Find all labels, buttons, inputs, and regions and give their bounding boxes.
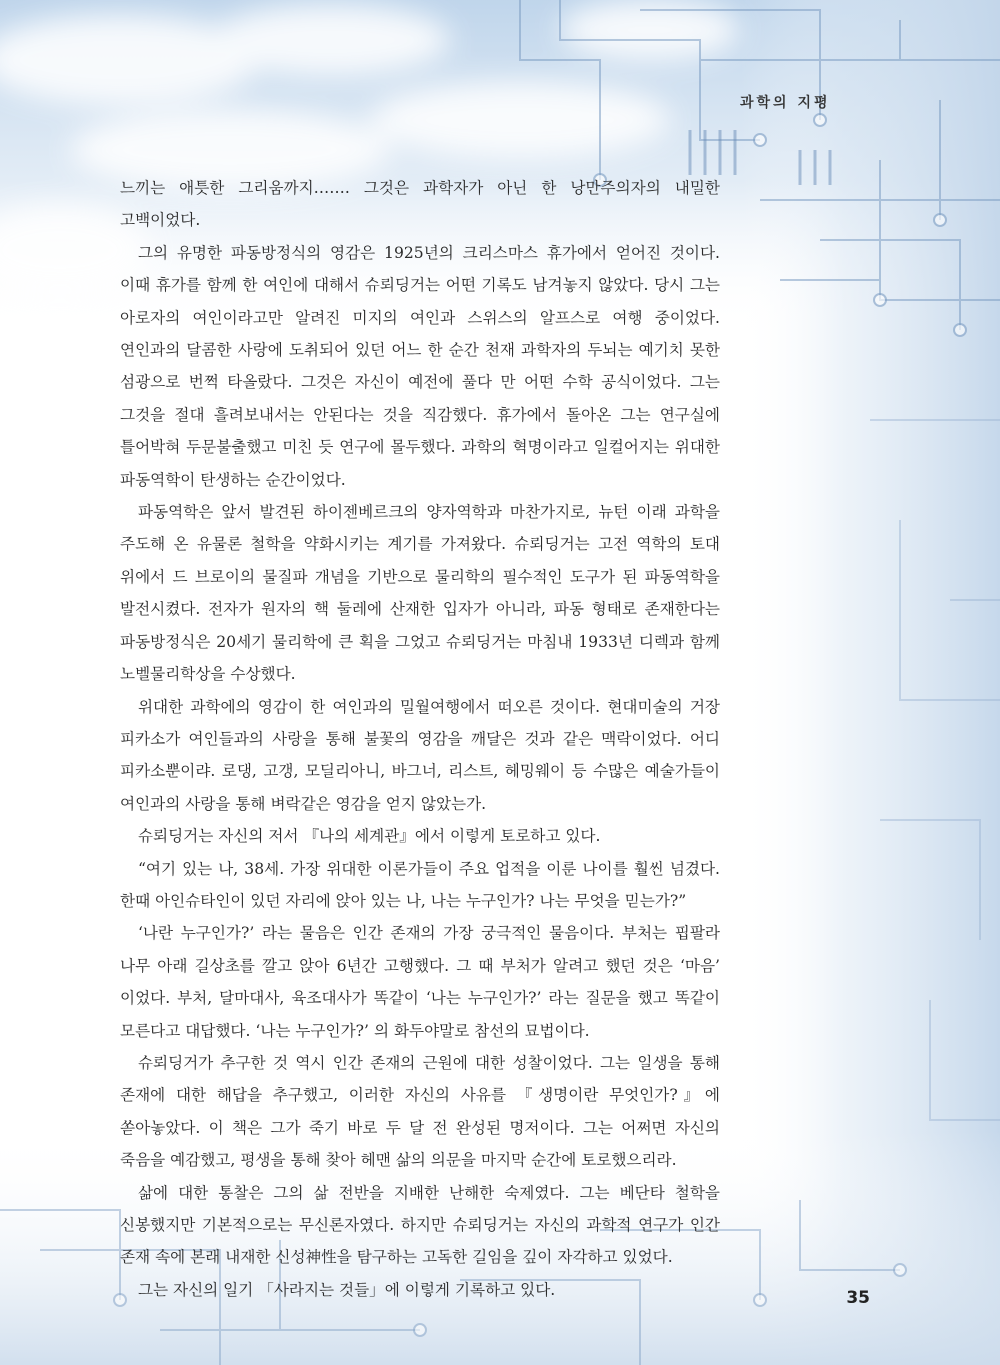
- paragraph: 슈뢰딩거가 추구한 것 역시 인간 존재의 근원에 대한 성찰이었다. 그는 일생을 통해 존재에 대한 해답을 추구했고, 이러한 자신의 사유를 『생명이란 무엇인가?』에 쏟아놓았다. 이 책은 그가 죽기 바로 두 달 전 완성된 명저이다. 그는 어쩌면 자신의 죽음을 예감했고, 평생을 통해 찾아 헤맨 삶의 의문을 마지막 순간에 토로했으리라.: [120, 1053, 720, 1170]
- running-head: 과학의 지평: [740, 95, 831, 111]
- paragraph: 그는 자신의 일기 「사라지는 것들」에 이렇게 기록하고 있다.: [137, 1280, 556, 1299]
- quote-paragraph: “여기 있는 나, 38세. 가장 위대한 이론가들이 주요 업적을 이룬 나이를 훨씬 넘겼다. 한때 아인슈타인이 있던 자리에 앉아 있는 나, 나는 누구인가? 나는 무엇을 믿는가?”: [120, 859, 720, 910]
- article-body: [120, 172, 720, 1306]
- paragraph: 위대한 과학에의 영감이 한 여인과의 밀월여행에서 떠오른 것이다. 현대미술의 거장 피카소가 여인들과의 사랑을 통해 불꽃의 영감을 깨달은 것과 같은 맥락이었다. 어디 피카소뿐이랴. 로댕, 고갱, 모딜리아니, 바그너, 리스트, 헤밍웨이 등 수많은 예술가들이 여인과의 사랑을 통해 벼락같은 영감을 얻지 않았는가.: [120, 697, 720, 813]
- paragraph: 슈뢰딩거는 자신의 저서 『나의 세계관』에서 이렇게 토로하고 있다.: [137, 827, 601, 846]
- paragraph: ‘나란 누구인가?’ 라는 물음은 인간 존재의 가장 궁극적인 물음이다. 부처는 핍팔라 나무 아래 길상초를 깔고 앉아 6년간 고행했다. 그 때 부처가 알려고 했던 것은 ‘마음’ 이었다. 부처, 달마대사, 육조대사가 똑같이 ‘나는 누구인가?’ 라는 질문을 했고 똑같이 모른다고 대답했다. ‘나는 누구인가?’ 의 화두야말로 참선의 묘법이다.: [120, 924, 720, 1040]
- paragraph: 그의 유명한 파동방정식의 영감은 1925년의 크리스마스 휴가에서 얻어진 것이다. 이때 휴가를 함께 한 여인에 대해서 슈뢰딩거는 어떤 기록도 남겨놓지 않았다. 당시 그는 아로자의 여인이라고만 알려진 미지의 여인과 스위스의 알프스로 여행 중이었다. 연인과의 달콤한 사랑에 도취되어 있던 어느 한 순간 천재 과학자의 두뇌는 예기치 못한 섬광으로 번쩍 타올랐다. 그것은 자신이 예전에 풀다 만 어떤 수학 공식이었다. 그는 그것을 절대 흘려보내서는 안된다는 것을 직감했다. 휴가에서 돌아온 그는 연구실에 틀어박혀 두문불출했고 미친 듯 연구에 몰두했다. 과학의 혁명이라고 일컬어지는 위대한 파동역학이 탄생하는 순간이었다.: [120, 243, 720, 489]
- paragraph: 느끼는 애틋한 그리움까지……. 그것은 과학자가 아닌 한 낭만주의자의 내밀한 고백이었다.: [120, 179, 720, 230]
- paragraph: 삶에 대한 통찰은 그의 삶 전반을 지배한 난해한 숙제였다. 그는 베단타 철학을 신봉했지만 기본적으로는 무신론자였다. 하지만 슈뢰딩거는 자신의 과학적 연구가 인간 존재 속에 본래 내재한 신성神性을 탐구하는 고독한 길임을 깊이 자각하고 있었다.: [120, 1183, 720, 1267]
- paragraph: 파동역학은 앞서 발견된 하이젠베르크의 양자역학과 마찬가지로, 뉴턴 이래 과학을 주도해 온 유물론 철학을 약화시키는 계기를 가져왔다. 슈뢰딩거는 고전 역학의 토대 위에서 드 브로이의 물질파 개념을 기반으로 물리학의 필수적인 도구가 된 파동역학을 발전시켰다. 전자가 원자의 핵 둘레에 산재한 입자가 아니라, 파동 형태로 존재한다는 파동방정식은 20세기 물리학에 큰 획을 그었고 슈뢰딩거는 마침내 1933년 디렉과 함께 노벨물리학상을 수상했다.: [120, 503, 720, 684]
- page-number: 35: [846, 1288, 870, 1308]
